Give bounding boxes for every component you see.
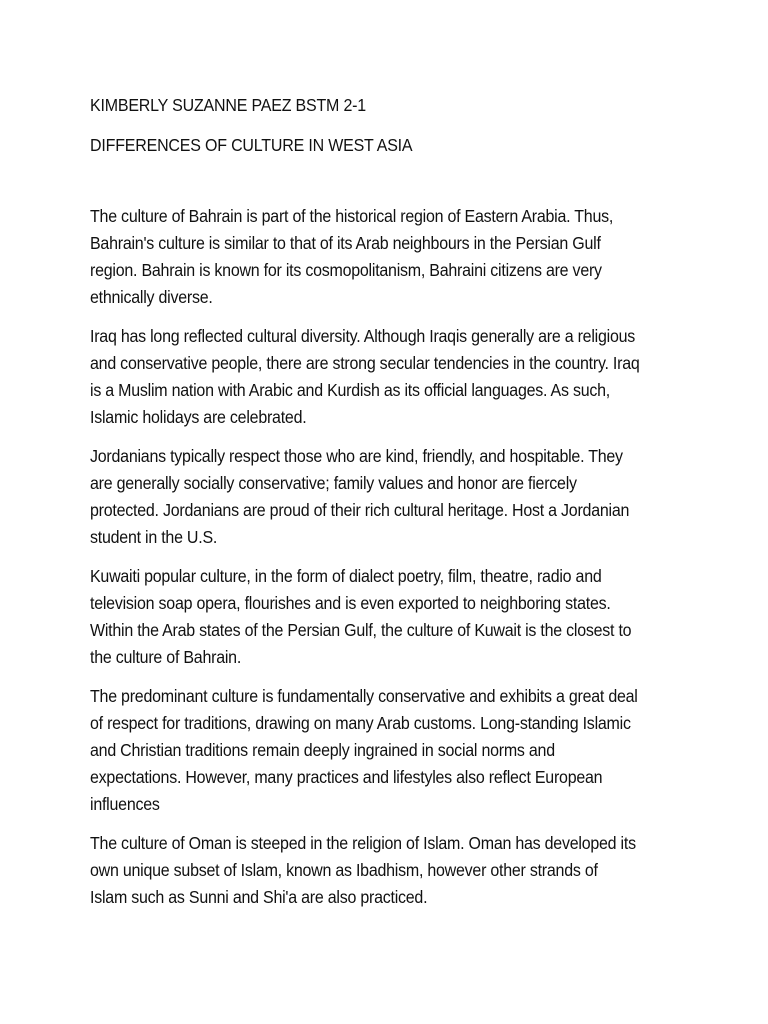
text-line: expectations. However, many practices and lifestyles also reflect European <box>90 767 603 787</box>
text-line: Islamic holidays are celebrated. <box>90 407 307 427</box>
text-line: influences <box>90 794 160 814</box>
text-line: Within the Arab states of the Persian Gulf, the culture of Kuwait is the closest to <box>90 620 632 640</box>
text-line: are generally socially conservative; family values and honor are fiercely <box>90 473 577 493</box>
text-line: Jordanians typically respect those who are kind, friendly, and hospitable. They <box>90 446 623 466</box>
paragraph-jordan <box>90 443 690 551</box>
text-line: student in the U.S. <box>90 527 218 547</box>
paragraph-iraq <box>90 323 690 431</box>
text-line: The culture of Oman is steeped in the religion of Islam. Oman has developed its <box>90 833 636 853</box>
text-line: The culture of Bahrain is part of the historical region of Eastern Arabia. Thus, <box>90 206 614 226</box>
text-line: protected. Jordanians are proud of their rich cultural heritage. Host a Jordanian <box>90 500 630 520</box>
text-line: Iraq has long reflected cultural diversity. Although Iraqis generally are a religious <box>90 326 636 346</box>
paragraph-bahrain <box>90 203 690 311</box>
text-line: Bahrain's culture is similar to that of its Arab neighbours in the Persian Gulf <box>90 233 601 253</box>
text-line: Islam such as Sunni and Shi'a are also practiced. <box>90 887 428 907</box>
text-line: region. Bahrain is known for its cosmopolitanism, Bahraini citizens are very <box>90 260 602 280</box>
text-line: ethnically diverse. <box>90 287 213 307</box>
document-body <box>90 92 690 923</box>
paragraph-lebanon <box>90 683 690 818</box>
document-title: DIFFERENCES OF CULTURE IN WEST ASIA <box>90 135 413 155</box>
text-line: television soap opera, flourishes and is even exported to neighboring states. <box>90 593 611 613</box>
text-line: of respect for traditions, drawing on many Arab customs. Long-standing Islamic <box>90 713 631 733</box>
text-line: own unique subset of Islam, known as Ibadhism, however other strands of <box>90 860 598 880</box>
text-line: Kuwaiti popular culture, in the form of dialect poetry, film, theatre, radio and <box>90 566 602 586</box>
author-line: KIMBERLY SUZANNE PAEZ BSTM 2-1 <box>90 95 366 115</box>
text-line: and conservative people, there are strong secular tendencies in the country. Iraq <box>90 353 640 373</box>
paragraph-oman <box>90 830 690 911</box>
text-line: The predominant culture is fundamentally conservative and exhibits a great deal <box>90 686 638 706</box>
text-line: is a Muslim nation with Arabic and Kurdish as its official languages. As such, <box>90 380 610 400</box>
text-line: the culture of Bahrain. <box>90 647 242 667</box>
paragraph-kuwait <box>90 563 690 671</box>
text-line: and Christian traditions remain deeply ingrained in social norms and <box>90 740 555 760</box>
